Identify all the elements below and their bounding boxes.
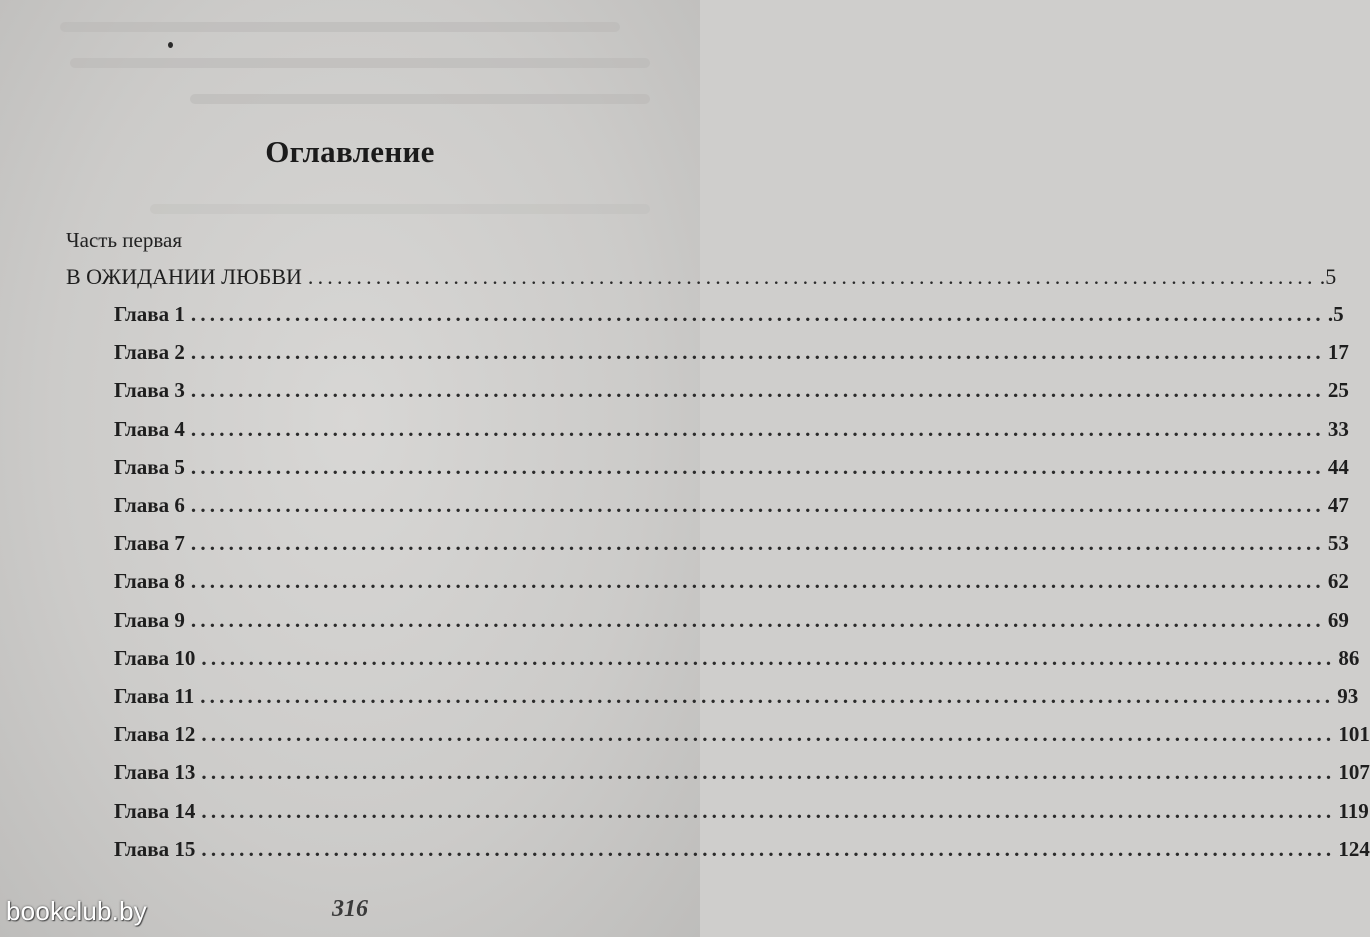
toc-page-number: 93 (1337, 684, 1359, 708)
toc-page-number: 101 (1338, 722, 1370, 747)
toc-page-number: 62 (1327, 569, 1349, 594)
toc-chapter-label: Глава 9 (114, 607, 185, 632)
toc-page-number: 69 (1327, 607, 1349, 632)
toc-leader-dots: ........................................................................................................ (307, 264, 1317, 289)
toc-chapter-entry (114, 531, 1349, 556)
toc-chapter-label: Глава 4 (114, 416, 185, 441)
toc-leader-dots: ........................................................................................................................ (201, 760, 1336, 785)
toc-leader-dots: ........................................................................................................................ (190, 607, 1325, 632)
toc-chapter-label: Глава 13 (114, 760, 196, 785)
toc-page-number: 119 (1338, 798, 1369, 823)
toc-chapter-label: Глава 11 (114, 684, 195, 708)
toc-chapter-entry (114, 645, 1360, 671)
toc-page-number: 53 (1327, 531, 1349, 556)
toc-leader-dots: ........................................................................................................................ (201, 836, 1336, 861)
toc-page-number: 86 (1338, 645, 1360, 670)
toc-leader-dots: ........................................................................................................................ (201, 798, 1336, 823)
toc-chapter-entry (114, 454, 1349, 480)
show-through-text-line (60, 22, 620, 32)
toc-leader-dots: ........................................................................................................................ (200, 684, 1335, 708)
toc-chapter-label: Глава 12 (114, 722, 196, 747)
toc-page-number: .5 (1327, 302, 1344, 326)
toc-chapter-entry (114, 569, 1349, 594)
toc-page-number: 44 (1327, 454, 1349, 479)
toc-chapter-entry (114, 684, 1359, 709)
toc-leader-dots: ........................................................................................................................ (190, 569, 1325, 594)
part-label: Часть первая (66, 228, 182, 252)
toc-chapter-label: Глава 7 (114, 531, 185, 556)
toc-chapter-label: Глава 14 (114, 798, 196, 823)
show-through-text-line (150, 204, 650, 214)
toc-part-title: В ОЖИДАНИИ ЛЮБВИ (66, 264, 302, 289)
toc-leader-dots: ........................................................................................................................ (201, 645, 1336, 670)
toc-chapter-label: Глава 10 (114, 645, 196, 670)
toc-chapter-label: Глава 6 (114, 493, 185, 517)
toc-leader-dots: ........................................................................................................................ (190, 302, 1325, 326)
toc-leader-dots: ........................................................................................................................ (201, 722, 1336, 747)
ink-speck (168, 42, 173, 48)
page-number: 316 (332, 896, 368, 922)
toc-title: Оглавление (265, 134, 435, 169)
toc-chapter-entry (114, 340, 1349, 365)
toc-page-number: 17 (1327, 340, 1349, 365)
toc-chapter-entry (114, 760, 1370, 785)
toc-chapter-label: Глава 3 (114, 378, 185, 403)
toc-chapter-entry (114, 302, 1344, 327)
toc-chapter-entry (114, 416, 1349, 442)
show-through-text-line (70, 58, 650, 68)
toc-page-number: 33 (1327, 416, 1349, 441)
toc-page-number: 124 (1338, 836, 1370, 861)
toc-page-number: 47 (1327, 493, 1349, 517)
toc-chapter-entry (114, 493, 1349, 518)
toc-leader-dots: ........................................................................................................................ (190, 416, 1325, 441)
toc-chapter-entry (114, 378, 1349, 403)
toc-page-number: 107 (1338, 760, 1370, 785)
toc-leader-dots: ........................................................................................................................ (190, 531, 1325, 556)
toc-page-number: 25 (1327, 378, 1349, 403)
toc-leader-dots: ........................................................................................................................ (190, 340, 1325, 365)
toc-chapter-label: Глава 2 (114, 340, 185, 365)
toc-leader-dots: ........................................................................................................................ (190, 378, 1325, 403)
toc-part-entry (66, 264, 1337, 290)
toc-leader-dots: ........................................................................................................................ (190, 493, 1325, 517)
toc-chapter-entry (114, 836, 1370, 862)
toc-chapter-entry (114, 722, 1370, 747)
toc-page-number: .5 (1319, 264, 1337, 289)
toc-chapter-label: Глава 8 (114, 569, 185, 594)
toc-leader-dots: ........................................................................................................................ (190, 454, 1325, 479)
toc-chapter-label: Глава 15 (114, 836, 196, 861)
show-through-text-line (190, 94, 650, 104)
toc-chapter-entry (114, 798, 1369, 824)
toc-chapter-label: Глава 5 (114, 454, 185, 479)
watermark: bookclub.by (6, 896, 147, 926)
toc-chapter-entry (114, 607, 1349, 633)
toc-chapter-label: Глава 1 (114, 302, 185, 326)
